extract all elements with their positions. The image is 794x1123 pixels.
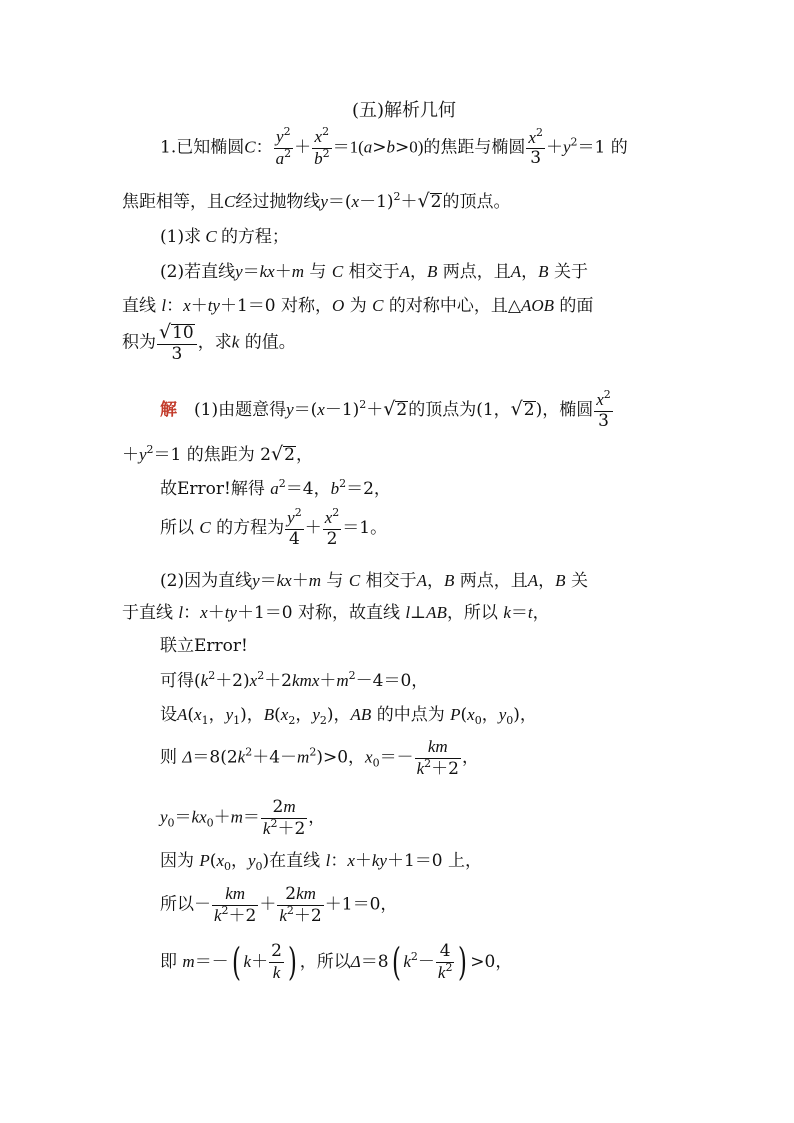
fraction: $\frac{2m}{k^2+2}$: [262, 797, 306, 839]
text: 的方程为: [216, 518, 285, 539]
fraction: $\frac{2}{k}$: [271, 941, 282, 982]
text: 相交于: [365, 571, 417, 591]
text: 两点，且: [459, 571, 528, 591]
text: 因为直线: [184, 571, 253, 591]
text: 对称，: [281, 296, 333, 316]
question-2-line-2: 直线 l：x＋ty＋1＝0 对称，O 为 C 的对称中心，且△AOB 的面: [122, 296, 594, 316]
text: 焦距相等，且: [122, 192, 224, 212]
text: 的对称中心，且△: [388, 296, 521, 316]
text: 的面: [559, 296, 594, 316]
text: ，求: [197, 332, 232, 353]
text: 故Error!解得: [160, 479, 265, 499]
fraction: $\frac{x^2}{3}$: [596, 388, 611, 431]
text: 相交于: [348, 262, 400, 282]
text: 关于: [553, 262, 588, 282]
text: 的焦距与椭圆: [423, 137, 526, 158]
text: 于直线: [122, 603, 173, 623]
question-1: (1)求 C 的方程；: [160, 227, 289, 247]
solution-line-2: $+y^2=1$ 的焦距为 2√2，: [122, 443, 313, 465]
text: 求: [184, 227, 202, 247]
text: 即: [160, 952, 177, 973]
solution-line-8: 可得$(k^2+2)x^2+2kmx+m^2-4=0$，: [160, 669, 429, 691]
text: 上，: [448, 851, 482, 871]
text: 已知椭圆: [176, 137, 245, 158]
text: 两点，且: [442, 262, 511, 282]
solution-line-10: 则 $\Delta=8(2k^2+4-m^2)>0$，$x_0=-$ $\frac{km}{k^2+2}$ ，: [160, 737, 479, 779]
fraction: $\frac{y^2}{a^2}$: [275, 125, 292, 168]
text: 直线: [122, 296, 156, 316]
text: 的焦距为: [186, 445, 255, 465]
fraction: $\frac{km}{k^2+2}$: [214, 884, 257, 926]
text: 所以: [160, 518, 194, 539]
text: 与: [326, 571, 344, 591]
text: 积为: [122, 332, 156, 353]
text: 联立Error!: [160, 636, 248, 656]
question-2-line-3: 积为 $\frac{√10}{3}$ ，求k 的值。: [122, 321, 296, 364]
fraction: $\frac{km}{k^2+2}$: [416, 737, 459, 779]
text: 若直线: [184, 262, 236, 282]
solution-line-9: 设$A(x_1$，$y_1$)，$B(x_2$，$y_2$)，AB 的中点为 $P(x_0$，$y_0$)，: [160, 705, 537, 727]
fraction: $\frac{4}{k^2}$: [437, 941, 453, 982]
text: 的顶点为: [408, 400, 477, 421]
text: 所以: [160, 894, 194, 915]
text: 设: [160, 705, 177, 725]
text: 为: [349, 296, 367, 316]
solution-line-13: 所以－ $\frac{km}{k^2+2}$ ＋ $\frac{2km}{k^2+2}$ ＋1＝0，: [160, 884, 398, 926]
solution-line-5: (2)因为直线y＝kx＋m 与 C 相交于A，B 两点，且A，B 关: [160, 571, 588, 591]
text: ，所以: [299, 952, 351, 973]
text: 经过抛物线: [235, 192, 321, 212]
solution-line-3: 故Error!解得 $a^2=4$，$b^2=2$，: [160, 477, 391, 499]
page-title: (五)解析几何: [352, 100, 457, 121]
fraction: $\frac{y^2}{4}$: [287, 506, 302, 549]
text: 的顶点。: [442, 192, 511, 212]
solution-line-12: 因为 $P(x_0$，$y_0$)在直线 l：x＋ky＋1＝0 上，: [160, 851, 482, 873]
problem-number: 1.: [160, 137, 177, 158]
fraction: $\frac{√10}{3}$: [157, 322, 197, 364]
text: 的值。: [244, 332, 296, 353]
solution-line-14: 即 m＝－( k＋ $\frac{2}{k}$ ) ，所以Δ＝8( $k^2-$ $\frac{4}{k^2}$ ) >0，: [160, 940, 513, 985]
text: ，所以: [446, 603, 498, 623]
text: 的: [610, 137, 628, 158]
text: 则: [160, 747, 177, 768]
text: 对称，故直线: [298, 603, 401, 623]
solution-line-6: 于直线 l：x＋ty＋1＝0 对称，故直线 l⊥AB，所以 k＝t，: [122, 603, 550, 623]
fraction: $\frac{x^2}{2}$: [324, 506, 340, 549]
problem-line-2: 焦距相等，且C经过抛物线$y=(x-1)^2+√2$的顶点。: [122, 190, 511, 212]
problem-line-1: 1.已知椭圆C： $\frac{y^2}{a^2}$ ＋ $\frac{x^2}{b^2}$ ＝1(a>b>0)的焦距与椭圆 $\frac{x^2}{3}$ $+y^2=1$ 的: [160, 125, 628, 169]
solution-line-4: 所以 C 的方程为 $\frac{y^2}{4}$ ＋ $\frac{x^2}{2}$ ＝1。: [160, 506, 388, 549]
text: 可得: [160, 671, 194, 691]
text: 与: [309, 262, 327, 282]
solution-line-7: [160, 638, 248, 655]
solution-line-11: $y_0=kx_0+m=$ $\frac{2m}{k^2+2}$ ，: [160, 797, 326, 839]
text: 在直线: [269, 851, 321, 871]
fraction: $\frac{x^2}{b^2}$: [314, 125, 330, 168]
text: 关: [570, 571, 588, 591]
fraction: $\frac{x^2}{3}$: [528, 125, 543, 169]
text: 的中点为: [376, 705, 445, 725]
text: ，椭圆: [542, 400, 594, 421]
question-2-line-1: (2)若直线y＝kx＋m 与 C 相交于A，B 两点，且A，B 关于: [160, 262, 588, 282]
solution-line-1: 解 (1)由题意得$y=(x-1)^2+√2$的顶点为(1，√2)，椭圆 $\frac{x^2}{3}$: [160, 388, 611, 431]
text: 的方程；: [220, 227, 289, 247]
text: 由题意得: [218, 400, 287, 421]
text: 因为: [160, 851, 194, 871]
solution-label: 解: [160, 400, 177, 421]
fraction: $\frac{2km}{k^2+2}$: [279, 884, 322, 926]
